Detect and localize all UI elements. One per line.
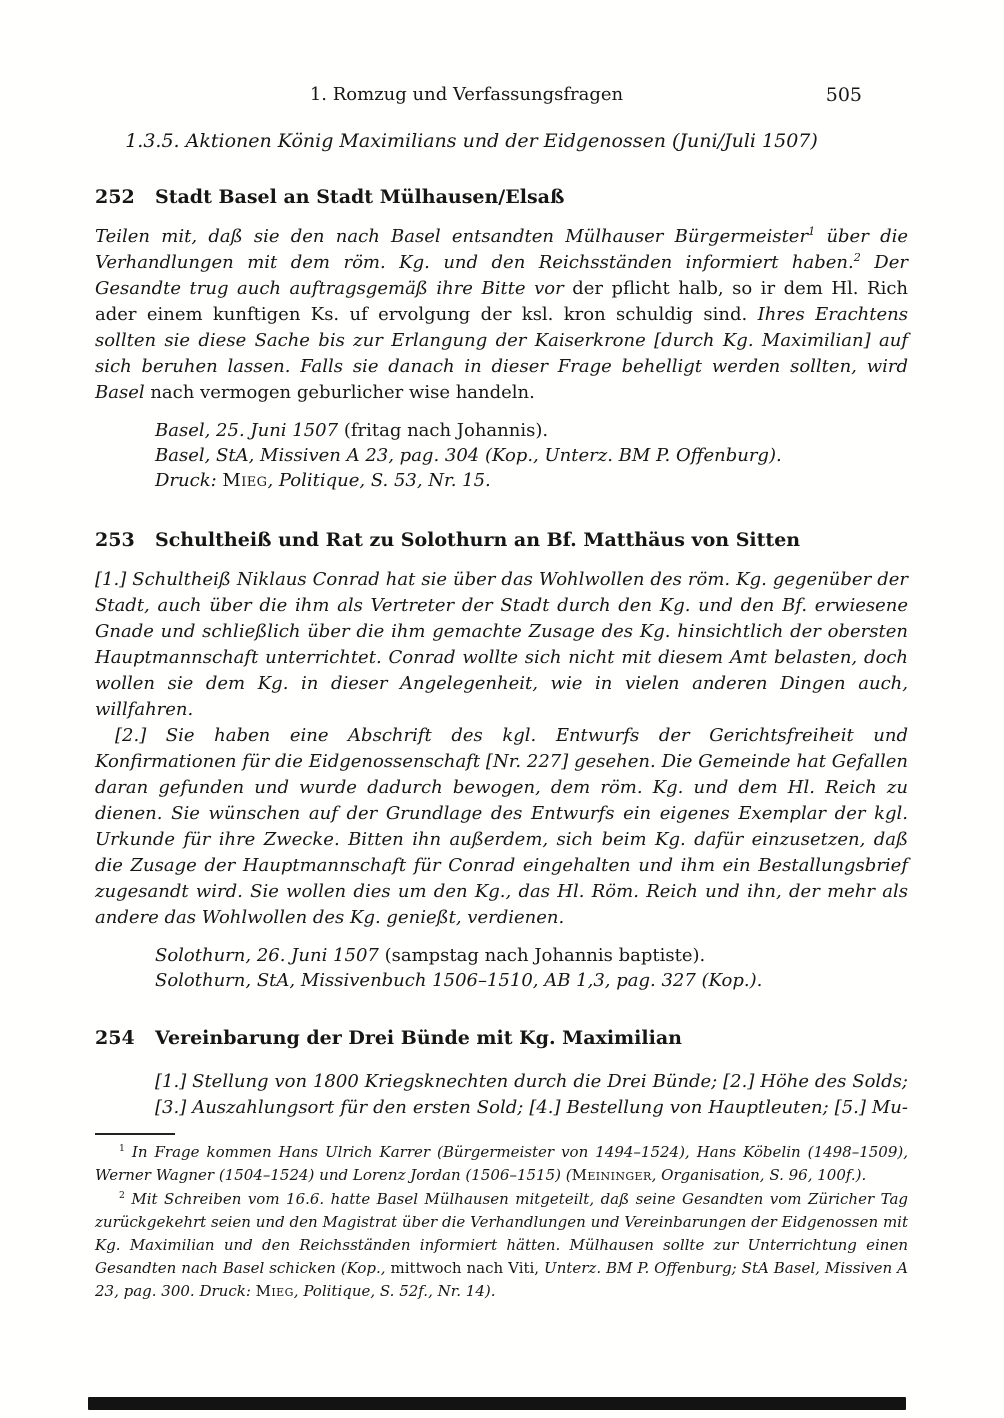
running-header	[95, 84, 908, 106]
source-line: Basel, StA, Missiven A 23, pag. 304 (Kop., Unterz. BM P. Offenburg).	[155, 445, 782, 466]
footnotes	[95, 1141, 908, 1303]
entry-252-source	[155, 418, 908, 493]
entry-number: 254	[95, 1027, 135, 1049]
regest-paragraph: [1.] Schultheiß Niklaus Conrad hat sie über das Wohlwollen des röm. Kg. gegenüber der Stadt, auch über die ihm als Vertreter der Stadt durch den Kg. und den Bf. erwiesene Gnade und schließlich über die ihm gemachte Zusage des Kg. hinsichtlich der obersten Hauptmannschaft unterrichtet. Conrad wollte sich nicht mit diesem Amt belasten, doch wollen sie dem Kg. in dieser Angelegenheit, wie in vielen anderen Dingen auch, willfahren.	[95, 569, 908, 720]
entry-253-source	[155, 943, 908, 993]
text-block	[95, 84, 908, 1303]
entry-254-summary	[155, 1069, 908, 1121]
page-number: 505	[825, 84, 862, 106]
source-line: Solothurn, StA, Missivenbuch 1506–1510, AB 1,3, pag. 327 (Kop.).	[155, 970, 763, 991]
entry-252-heading	[95, 184, 908, 210]
summary-paragraph: [1.] Stellung von 1800 Kriegsknechten durch die Drei Bünde; [2.] Höhe des Solds; [3.] Auszahlungsort für den ersten Sold; [4.] Bestellung von Hauptleuten; [5.] Mu-	[155, 1071, 908, 1118]
entry-title: Stadt Basel an Stadt Mülhausen/Elsaß	[155, 186, 565, 208]
source-line: Solothurn, 26. Juni 1507 (sampstag nach Johannis baptiste).	[155, 945, 706, 966]
footnote-divider	[95, 1133, 175, 1135]
scan-artifact-bar	[88, 1397, 906, 1410]
entry-title: Vereinbarung der Drei Bünde mit Kg. Maximilian	[155, 1027, 682, 1049]
section-heading: 1.3.5. Aktionen König Maximilians und der Eidgenossen (Juni/Juli 1507)	[125, 130, 818, 152]
source-line: Basel, 25. Juni 1507 (fritag nach Johannis).	[155, 420, 549, 441]
entry-253-body	[95, 567, 908, 931]
entry-number: 253	[95, 529, 135, 551]
source-line: Druck: Mieg, Politique, S. 53, Nr. 15.	[155, 470, 491, 491]
entry-253-heading	[95, 527, 908, 553]
footnote-1: $^1$ In Frage kommen Hans Ulrich Karrer (Bürgermeister von 1494–1524), Hans Köbelin (1498–1509), Werner Wagner (1504–1524) und Lorenz Jordan (1506–1515) (Meininger, Organisation, S. 96, 100f.).	[95, 1143, 908, 1184]
entry-254-heading	[95, 1025, 908, 1051]
regest-paragraph: [2.] Sie haben eine Abschrift des kgl. Entwurfs der Gerichtsfreiheit und Konfirmationen für die Eidgenossenschaft [Nr. 227] gesehen. Die Gemeinde hat Gefallen daran gefunden und wurde dadurch bewogen, dem röm. Kg. und dem Hl. Reich zu dienen. Sie wünschen auf der Grundlage des Entwurfs ein eigenes Exemplar der kgl. Urkunde für ihre Zwecke. Bitten ihn außerdem, sich beim Kg. dafür einzusetzen, daß die Zusage der Hauptmannschaft für Conrad eingehalten und ihm ein Bestallungsbrief zugesandt wird. Sie wollen dies um den Kg., das Hl. Röm. Reich und ihn, der mehr als andere das Wohlwollen des Kg. genießt, verdienen.	[95, 725, 908, 928]
footnote-2: $^2$ Mit Schreiben vom 16.6. hatte Basel Mülhausen mitgeteilt, daß seine Gesandten vom Züricher Tag zurückgekehrt seien und den Magistrat über die Verhandlungen und Vereinbarungen der Eidgenossen mit Kg. Maximilian und den Reichsständen informiert hätten. Mülhausen sollte zur Unterrichtung einen Gesandten nach Basel schicken (Kop., mittwoch nach Viti, Unterz. BM P. Offenburg; StA Basel, Missiven A 23, pag. 300. Druck: Mieg, Politique, S. 52f., Nr. 14).	[95, 1190, 908, 1300]
regest-paragraph: Teilen mit, daß sie den nach Basel entsandten Mülhauser Bürgermeister$^1$ über die Verhandlungen mit dem röm. Kg. und den Reichsständen informiert haben.$^2$ Der Gesandte trug auch auftragsgemäß ihre Bitte vor der pflicht halb, so ir dem Hl. Rich ader einem kunftigen Ks. uf ervolgung der ksl. kron schuldig sind. Ihres Erachtens sollten sie diese Sache bis zur Erlangung der Kaiserkrone [durch Kg. Maximilian] auf sich beruhen lassen. Falls sie danach in dieser Frage behelligt werden sollten, wird Basel nach vermogen geburlicher wise handeln.	[95, 225, 909, 403]
entry-title: Schultheiß und Rat zu Solothurn an Bf. Matthäus von Sitten	[155, 529, 801, 551]
running-head-title: 1. Romzug und Verfassungsfragen	[309, 84, 624, 105]
entry-252-body	[95, 224, 908, 406]
entry-number: 252	[95, 186, 135, 208]
